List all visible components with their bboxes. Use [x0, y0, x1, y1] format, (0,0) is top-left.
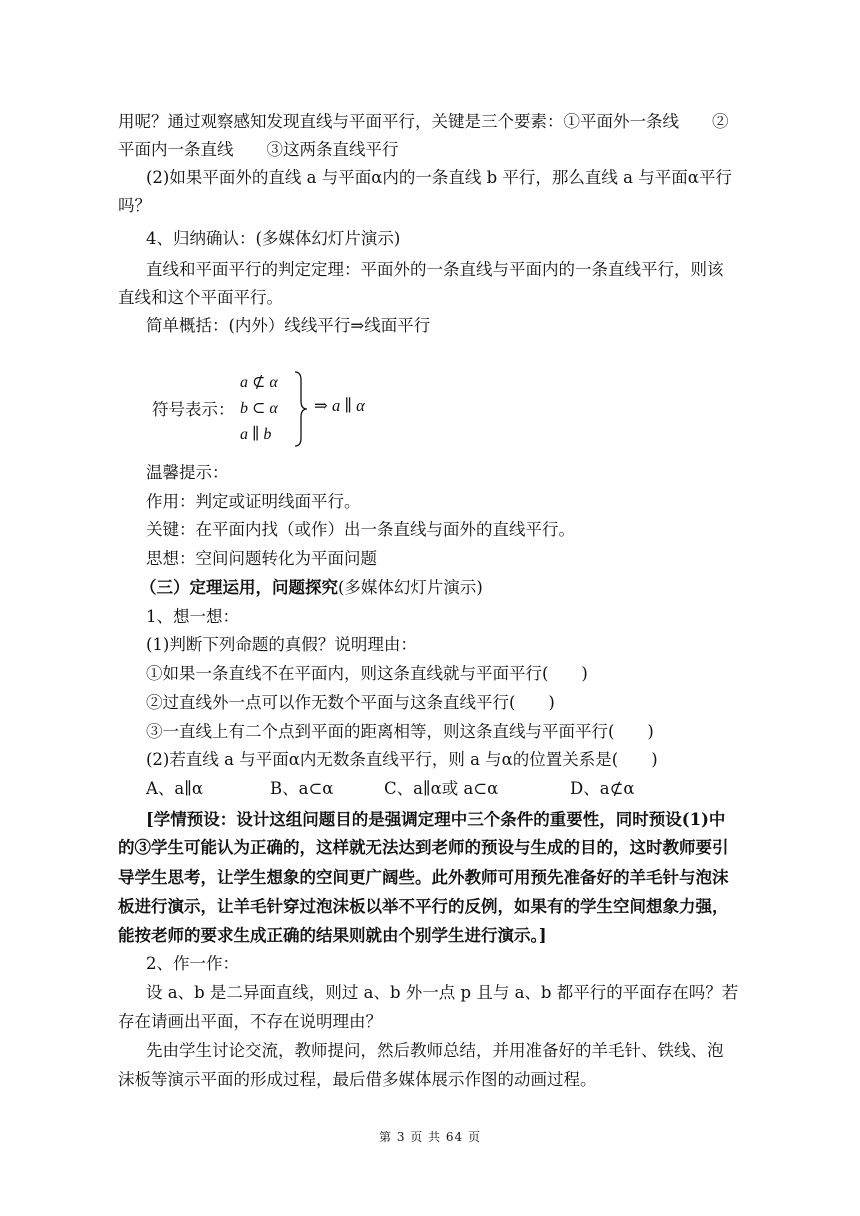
- right-brace-icon: [292, 370, 312, 448]
- theorem-text: 直线和这个平面平行。: [118, 288, 283, 307]
- option-d: D、a⊄α: [570, 779, 635, 798]
- text-line: (2)如果平面外的直线 a 与平面α内的一条直线 b 平行，那么直线 a 与平面α平行: [146, 168, 732, 187]
- tip-heading: 温馨提示：: [146, 463, 229, 482]
- question-text: 存在请画出平面，不存在说明理由？: [118, 1012, 382, 1031]
- question-text: 设 a、b 是二异面直线，则过 a、b 外一点 p 且与 a、b 都平行的平面存在吗？若: [146, 983, 739, 1002]
- section-heading: [140, 576, 483, 600]
- section-heading-note: (多媒体幻灯片演示): [338, 578, 483, 597]
- tip-text: 作用：判定或证明线面平行。: [146, 492, 361, 511]
- question-item: ②过直线外一点可以作无数个平面与这条直线平行( ): [146, 693, 555, 712]
- question-item: ③一直线上有二个点到平面的距离相等，则这条直线与平面平行( ): [146, 722, 654, 741]
- body-text: 沫板等演示平面的形成过程，最后借多媒体展示作图的动画过程。: [118, 1070, 597, 1089]
- subsection-heading: 1、想一想：: [146, 607, 239, 626]
- option-a: A、a∥α: [146, 779, 204, 798]
- page-footer: 第 3 页 共 64 页: [379, 1130, 481, 1144]
- design-note: 能按老师的要求生成正确的结果则就由个别学生进行演示。]: [118, 926, 547, 945]
- summary-text: 简单概括：(内外）线线平行⇒线面平行: [146, 316, 431, 335]
- section-heading-bold: （三）定理运用，问题探究: [140, 578, 338, 597]
- design-note: 导学生思考，让学生想象的空间更广阔些。此外教师可用预先准备好的羊毛针与泡沫: [118, 868, 729, 887]
- text-line: 平面内一条直线 ③这两条直线平行: [118, 140, 399, 159]
- theorem-text: 直线和平面平行的判定定理：平面外的一条直线与平面内的一条直线平行，则该: [146, 260, 724, 279]
- design-note: [学情预设：设计这组问题目的是强调定理中三个条件的重要性，同时预设(1)中: [146, 810, 726, 829]
- formula-condition-1: a ⊄ α: [240, 374, 278, 391]
- formula-label: 符号表示：: [152, 400, 235, 419]
- body-text: 先由学生讨论交流，教师提问，然后教师总结，并用准备好的羊毛针、铁线、泡: [146, 1041, 724, 1060]
- section-heading: 4、归纳确认：(多媒体幻灯片演示): [146, 229, 401, 248]
- design-note: 的③学生可能认为正确的，这样就无法达到老师的预设与生成的目的，这时教师要引: [118, 838, 729, 857]
- formula-result: ⇒ a ∥ α: [314, 396, 365, 415]
- tip-text: 思想：空间问题转化为平面问题: [146, 549, 377, 568]
- design-note: 板进行演示，让羊毛针穿过泡沫板以举不平行的反例，如果有的学生空间想象力强，: [118, 897, 729, 916]
- question-item: ①如果一条直线不在平面内，则这条直线就与平面平行( ): [146, 664, 588, 683]
- text-line: 吗？: [118, 196, 151, 215]
- formula-conditions: [240, 370, 278, 448]
- option-c: C、a∥α或 a⊂α: [384, 779, 499, 798]
- formula-condition-3: a ∥ b: [240, 426, 272, 443]
- tip-text: 关键：在平面内找（或作）出一条直线与面外的直线平行。: [146, 520, 575, 539]
- subsection-heading: 2、作一作：: [146, 954, 239, 973]
- question-text: (2)若直线 a 与平面α内无数条直线平行，则 a 与α的位置关系是( ): [146, 750, 658, 769]
- option-b: B、a⊂α: [270, 779, 334, 798]
- symbolic-formula: [152, 366, 412, 450]
- formula-condition-2: b ⊂ α: [240, 400, 278, 417]
- text-line: 用呢？通过观察感知发现直线与平面平行，关键是三个要素：①平面外一条线 ②: [118, 112, 729, 131]
- question-text: (1)判断下列命题的真假？说明理由：: [146, 635, 417, 654]
